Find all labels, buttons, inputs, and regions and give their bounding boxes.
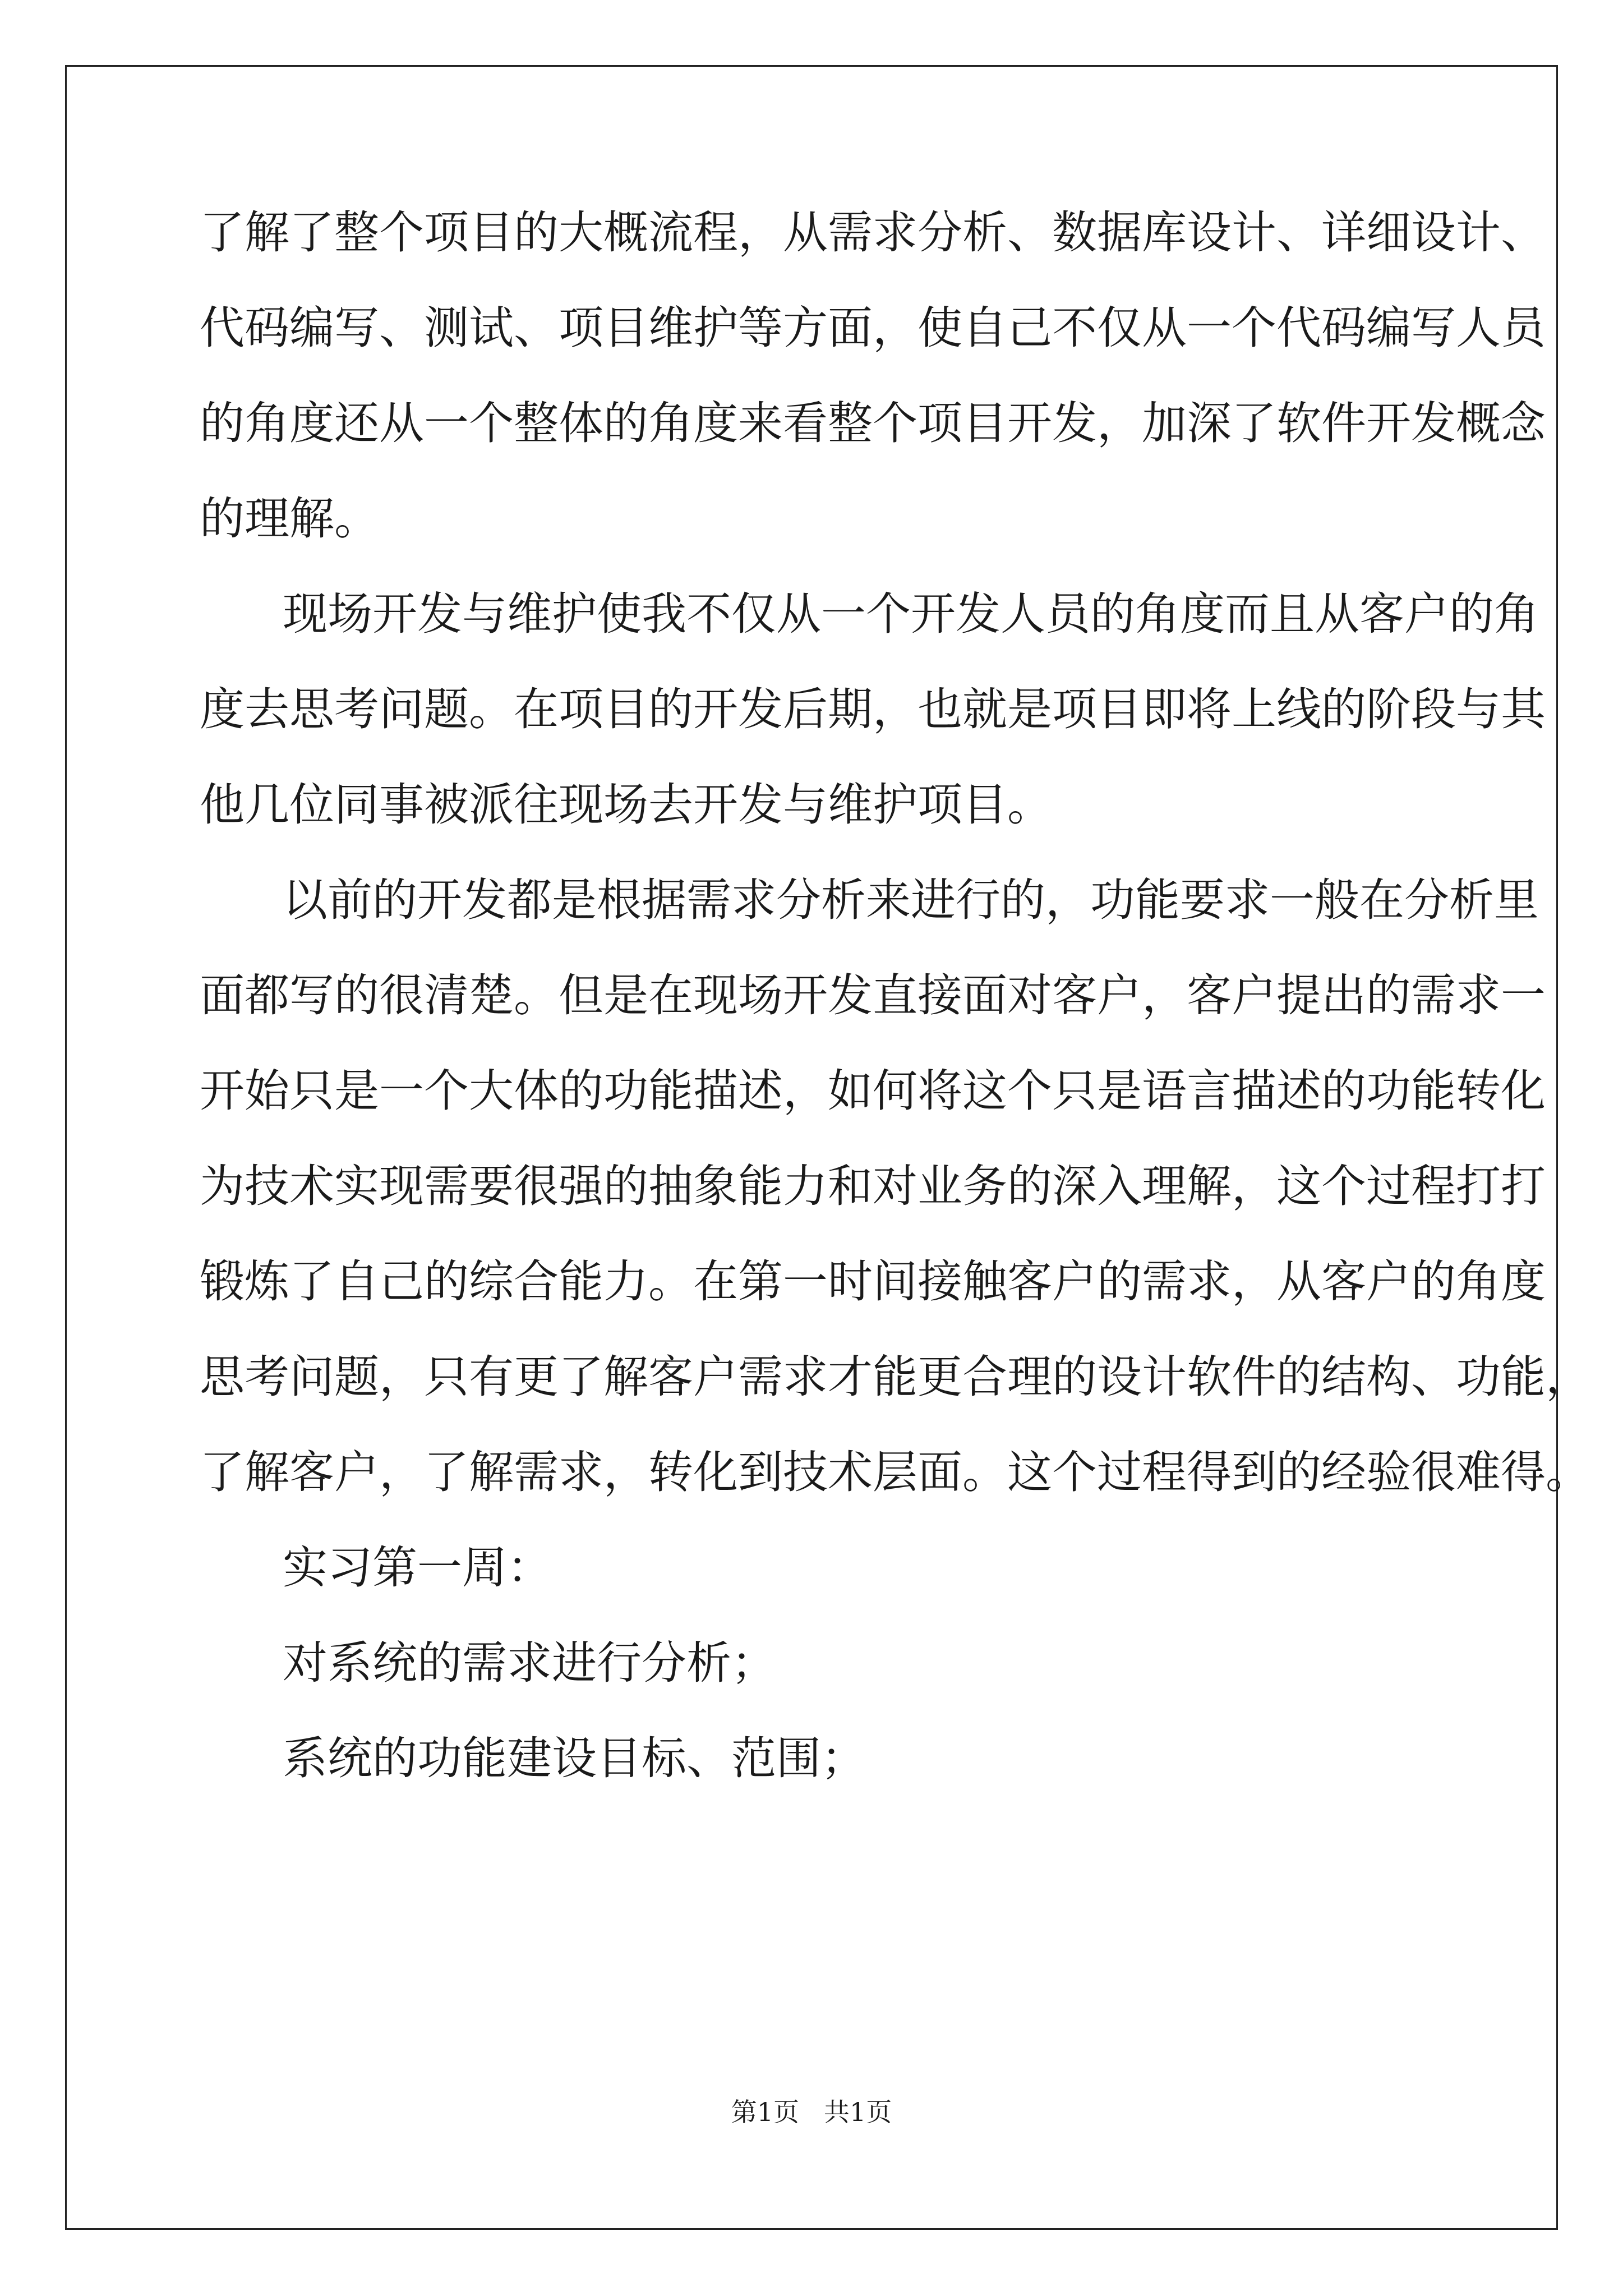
text-line: 面都写的很清楚。但是在现场开发直接面对客户，客户提出的需求一 xyxy=(200,969,1546,1022)
text-line: 的角度还从一个整体的角度来看整个项目开发，加深了软件开发概念 xyxy=(200,397,1546,449)
text-line: 度去思考问题。在项目的开发后期，也就是项目即将上线的阶段与其 xyxy=(200,683,1546,735)
text-line: 为技术实现需要很强的抽象能力和对业务的深入理解，这个过程打打 xyxy=(200,1160,1546,1212)
page-total: 共1页 xyxy=(824,2097,892,2127)
text-line: 锻炼了自己的综合能力。在第一时间接触客户的需求，从客户的角度 xyxy=(200,1255,1546,1308)
text-line: 以前的开发都是根据需求分析来进行的，功能要求一般在分析里 xyxy=(283,874,1539,926)
text-line: 了解了整个项目的大概流程，从需求分析、数据库设计、详细设计、 xyxy=(200,206,1546,259)
text-line: 他几位同事被派往现场去开发与维护项目。 xyxy=(200,779,1052,831)
text-line: 系统的功能建设目标、范围； xyxy=(283,1732,866,1784)
text-line: 思考问题，只有更了解客户需求才能更合理的设计软件的结构、功能， xyxy=(200,1351,1590,1403)
text-line: 了解客户，了解需求，转化到技术层面。这个过程得到的经验很难得。 xyxy=(200,1446,1590,1498)
text-line: 的理解。 xyxy=(200,493,379,545)
page-footer xyxy=(0,2092,1623,2129)
text-line: 实习第一周： xyxy=(283,1542,552,1594)
document-body xyxy=(200,185,1590,1806)
text-line: 对系统的需求进行分析； xyxy=(283,1637,776,1689)
text-line: 开始只是一个大体的功能描述，如何将这个只是语言描述的功能转化 xyxy=(200,1065,1546,1117)
text-line: 现场开发与维护使我不仅从一个开发人员的角度而且从客户的角 xyxy=(283,588,1539,640)
page-number: 第1页 xyxy=(731,2097,799,2127)
text-line: 代码编写、测试、项目维护等方面，使自己不仅从一个代码编写人员 xyxy=(200,302,1546,354)
